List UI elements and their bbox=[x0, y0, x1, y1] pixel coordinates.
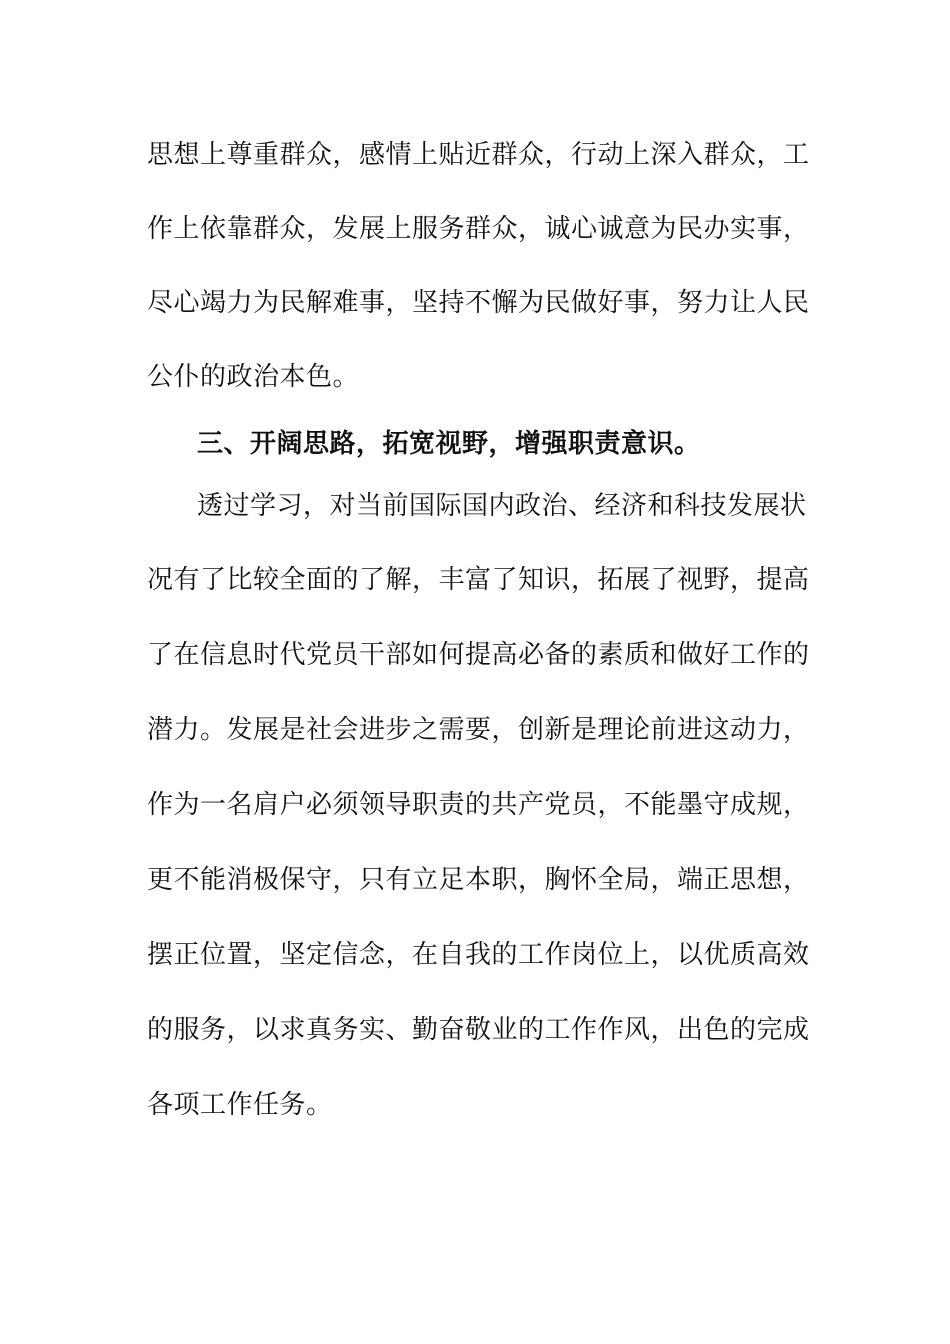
text-line: 更不能消极保守，只有立足本职，胸怀全局，端正思想， bbox=[147, 865, 810, 895]
text-line: 的服务，以求真务实、勤奋敬业的工作作风，出色的完成 bbox=[147, 1015, 810, 1045]
text-line: 思想上尊重群众，感情上贴近群众，行动上深入群众，工 bbox=[147, 140, 810, 170]
text-line: 公仆的政治本色。 bbox=[147, 362, 360, 392]
text-line: 况有了比较全面的了解，丰富了知识，拓展了视野，提高 bbox=[147, 565, 810, 595]
text-line: 了在信息时代党员干部如何提高必备的素质和做好工作的 bbox=[147, 640, 810, 670]
paragraph-first-line: 透过学习，对当前国际国内政治、经济和科技发展状 bbox=[197, 491, 807, 521]
text-line: 尽心竭力为民解难事，坚持不懈为民做好事，努力让人民 bbox=[147, 288, 810, 318]
text-line: 摆正位置，坚定信念，在自我的工作岗位上，以优质高效 bbox=[147, 940, 810, 970]
text-line: 潜力。发展是社会进步之需要，创新是理论前进这动力， bbox=[147, 715, 810, 745]
text-line: 作上依靠群众，发展上服务群众，诚心诚意为民办实事， bbox=[147, 214, 810, 244]
text-line: 作为一名肩户必须领导职责的共产党员，不能墨守成规， bbox=[147, 790, 810, 820]
text-line: 各项工作任务。 bbox=[147, 1090, 333, 1120]
section-heading: 三、开阔思路，拓宽视野，增强职责意识。 bbox=[197, 429, 701, 459]
